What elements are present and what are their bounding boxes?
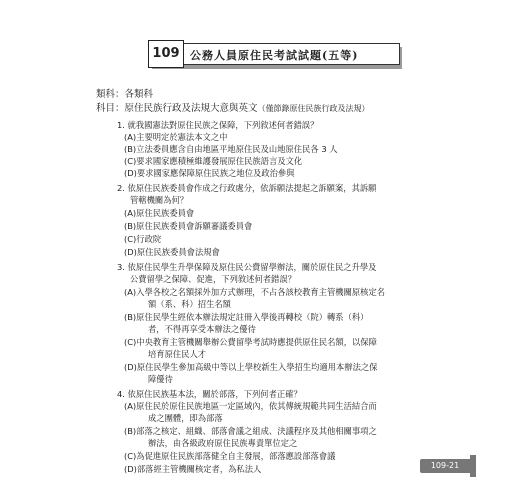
question-2-option-b: (B)原住民族委員會訴願審議委員會	[124, 221, 253, 231]
question-1-option-d: (D)要求國家應保障原住民族之地位及政治參與	[124, 168, 295, 178]
question-4-option-a-line1: (A)原住民於原住民族地區一定區域內，依其傳統規範共同生活結合而	[124, 401, 377, 411]
question-2-option-d: (D)原住民族委員會法規會	[124, 247, 220, 257]
category-line: 類科：各類科	[96, 89, 154, 100]
question-3-option-a-line1: (A)入學各校之名額採外加方式辦理，不占各該校教育主管機關原核定名	[124, 287, 386, 297]
question-1-option-c: (C)要求國家應積極維護發展原住民族語言及文化	[124, 156, 303, 166]
question-4-option-b-line1: (B)部落之核定、組織、部落會議之組成、決議程序及其他相關事項之	[124, 426, 377, 436]
subject-text: 科目：原住民族行政及法規大意與英文	[96, 103, 258, 114]
exam-title: 公務人員原住民考試試題(五等)	[190, 49, 359, 62]
question-3-option-a-line2: 額（系、科）招生名額	[148, 299, 231, 309]
question-1-option-b: (B)立法委員應含自由地區平地原住民及山地原住民各 3 人	[124, 144, 338, 154]
question-3-option-b-line2: 者，不得再享受本辦法之優待	[148, 324, 256, 334]
question-4-option-c: (C)為促進原住民族部落健全自主發展，部落應設部落會議	[124, 451, 336, 461]
question-4-option-d: (D)部落經主管機關核定者，為私法人	[124, 464, 262, 474]
subject-line	[96, 100, 370, 114]
question-4-option-b-line2: 辦法，由各級政府原住民族專責單位定之	[148, 438, 298, 448]
question-3-stem-line1: 3. 依原住民學生升學保障及原住民公費留學辦法，關於原住民之升學及	[117, 262, 377, 272]
question-2-option-c: (C)行政院	[124, 234, 162, 244]
question-3-option-b-line1: (B)原住民學生經依本辦法規定註冊入學後再轉校（院）轉系（科）	[124, 312, 369, 322]
question-2-option-a: (A)原住民族委員會	[124, 208, 195, 218]
page-tab-edge	[470, 455, 476, 477]
section-banner	[148, 40, 408, 70]
question-1-option-a: (A)主要明定於憲法本文之中	[124, 132, 228, 142]
year-badge: 109	[148, 40, 184, 68]
question-4-option-a-line2: 成之團體，即為部落	[148, 413, 223, 423]
question-3-option-d-line2: 障優待	[148, 374, 173, 384]
question-1-stem: 1. 就我國憲法對原住民族之保障，下列敘述何者錯誤？	[117, 120, 319, 130]
question-2-stem-line1: 2. 依原住民族委員會作成之行政處分，依訴願法提起之訴願案，其訴願	[117, 183, 377, 193]
subject-note: （僅節錄原住民族行政及法規）	[257, 104, 370, 113]
page-number: 109-21	[420, 459, 470, 473]
question-2-stem-line2: 管轄機關為何？	[130, 195, 189, 205]
question-3-stem-line2: 公費留學之保障、促進，下列敘述何者錯誤？	[130, 274, 296, 284]
question-3-option-c-line1: (C)中央教育主管機關舉辦公費留學考試時應提供原住民名額，以保障	[124, 337, 377, 347]
question-3-option-d-line1: (D)原住民學生參加高級中等以上學校新生入學招生均適用本辦法之保	[124, 362, 378, 372]
question-4-stem: 4. 依原住民族基本法，關於部落，下列何者正確？	[117, 389, 302, 399]
question-3-option-c-line2: 培育原住民人才	[148, 349, 207, 359]
